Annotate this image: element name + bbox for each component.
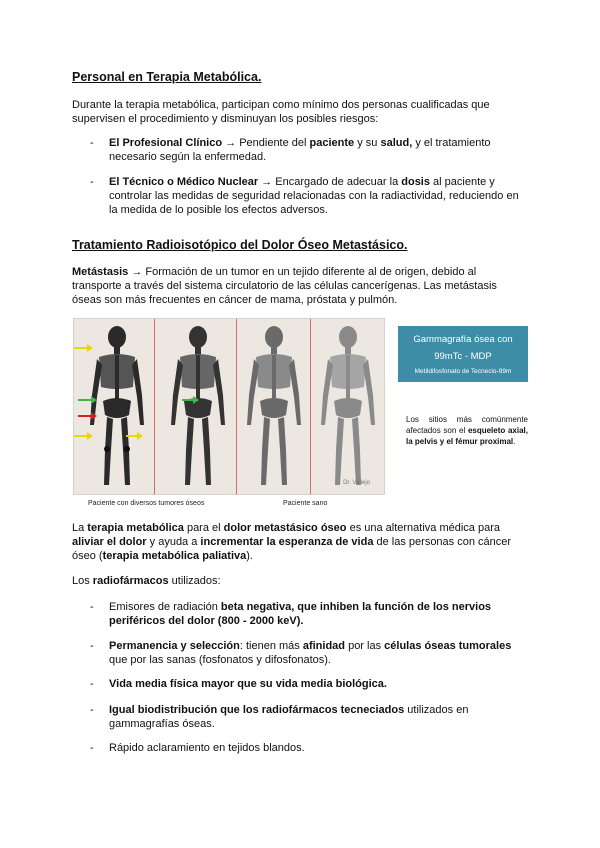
section-title-tratamiento: Tratamiento Radioisotópico del Dolor Óseo Metastásico. [72, 238, 408, 252]
document-page: Personal en Terapia Metabólica. Durante la terapia metabólica, participan como mínimo dos personas cualificadas que supervisen el procedimiento y disminuyan los posibles riesgos: - El Profesional Clínico → Pendiente del paciente y su salud, y el tratamiento necesario según la enfermedad. - El Técnico o Médico Nuclear → Encargado de adecuar la dosis al paciente y controlar las medidas de seguridad relacionadas con la radiactividad, reduciendo en la medida de lo posible los efectos adversos. Tratamiento Radioisotópico del Dolor Óseo Metastásico. Metástasis → Formación de un tumor en un tejido diferente al de origen, debido al transporte a través del sistema circulatorio de las células cancerígenas. Las metástasis óseas son más frecuentes en cáncer de mama, próstata y pulmón. Dr. Vallejo Paciente con diversos tumores óseos Paciente sano Gammagrafía ósea con 99mTc - MDP Metildifosfonato de Tecnecio-99m Los sitios más comúnmente afectados son el esqueleto axial, la pelvis y el fémur proximal. La terapia metabólica para el dolor metastásico óseo es una alternativa médica para aliviar el dolor y ayuda a incrementar la esperanza de vida de las personas con cáncer óseo (terapia metabólica paliativa). Los radiofármacos utilizados: - Emisores de radiación beta negativa, que inhiben la función de los nervios periféricos del dolor (800 - 2000 keV). - Permanencia y selección: tienen más afinidad por las células óseas tumorales que por las sanas (fosfonatos y difosfonatos). - Vida media física mayor que su vida media biológica. - Igual biodistribución que los radiofármacos tecneciados utilizados en gammagrafías óseas. - Rápido aclaramiento en tejidos blandos. [72, 70, 528, 754]
scan-divider [154, 319, 155, 494]
caption-diseased: Paciente con diversos tumores óseos [88, 500, 205, 507]
skeleton-scan-anterior-healthy [246, 325, 302, 490]
green-arrow-icon [78, 399, 92, 401]
skeleton-scan-anterior-diseased [89, 325, 145, 490]
caption-healthy: Paciente sano [283, 500, 328, 507]
red-arrow-icon [78, 415, 92, 417]
therapy-paragraph: La terapia metabólica para el dolor metastásico óseo es una alternativa médica para aliviar el dolor y ayuda a incrementar la esperanza de vida de las personas con cáncer óseo (terapia metabólica paliativa). [72, 522, 512, 562]
section-title-personal: Personal en Terapia Metabólica. [72, 70, 262, 84]
intro-paragraph: Durante la terapia metabólica, participan como mínimo dos personas cualificadas que supervisen el procedimiento y disminuyan los posibles riesgos: [72, 99, 490, 125]
image-watermark: Dr. Vallejo [343, 480, 370, 486]
yellow-arrow-icon [126, 435, 138, 437]
gammagrafia-label-box: Gammagrafía ósea con 99mTc - MDP Metildifosfonato de Tecnecio-99m [398, 326, 528, 382]
affected-sites-note: Los sitios más comúnmente afectados son el esqueleto axial, la pelvis y el fémur proximal. [406, 415, 528, 446]
green-arrow-icon [182, 399, 194, 401]
skeleton-scan-posterior-diseased [170, 325, 226, 490]
bone-scan-image [73, 318, 385, 495]
yellow-arrow-icon [74, 347, 88, 349]
skeleton-scan-posterior-healthy [320, 325, 376, 490]
scan-divider [236, 319, 237, 494]
yellow-arrow-icon [74, 435, 88, 437]
radiofarmacos-intro: Los radiofármacos utilizados: [72, 575, 221, 587]
metastasis-definition: Metástasis → Formación de un tumor en un tejido diferente al de origen, debido al transporte a través del sistema circulatorio de las células cancerígenas. Las metástasis óseas son más frecuentes en cáncer de mama, próstata y pulmón. [72, 266, 497, 306]
scan-divider [310, 319, 311, 494]
